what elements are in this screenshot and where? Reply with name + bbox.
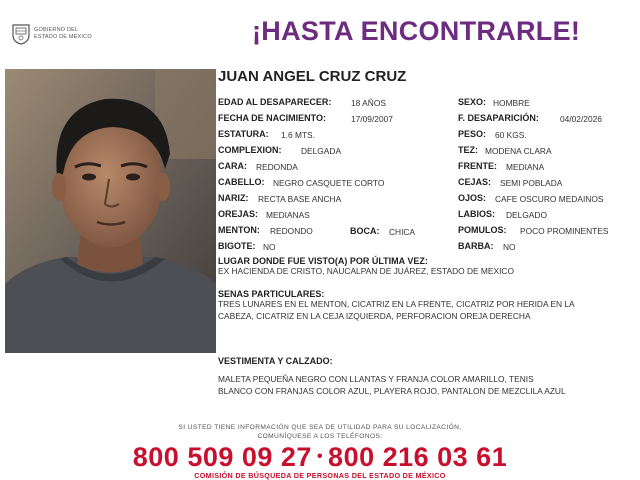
- field-value: HOMBRE: [493, 98, 530, 108]
- field-label: BIGOTE:: [218, 241, 256, 251]
- clothing-line-2: BLANCO CON FRANJAS COLOR AZUL, PLAYERA ROJO, PANTALON DE MEZCLILA AZUL: [218, 385, 566, 396]
- field-bigote: [218, 241, 276, 252]
- field-label: PESO:: [458, 129, 487, 139]
- field-cara: [218, 161, 298, 172]
- field-label: CABELLO:: [218, 177, 265, 187]
- phone-number-2[interactable]: 800 216 03 61: [328, 442, 508, 472]
- person-name: JUAN ANGEL CRUZ CRUZ: [218, 68, 407, 85]
- field-label: CARA:: [218, 161, 247, 171]
- field-label: FECHA DE NACIMIENTO:: [218, 113, 326, 123]
- field-value: SEMI POBLADA: [500, 178, 563, 188]
- field-value: NEGRO CASQUETE CORTO: [273, 178, 385, 188]
- marks-line-1: TRES LUNARES EN EL MENTON, CICATRIZ EN LA FRENTE, CICATRIZ POR HERIDA EN LA: [218, 299, 575, 309]
- clothing-text: [218, 374, 628, 397]
- field-value: 60 KGS.: [495, 130, 527, 140]
- field-orejas: [218, 209, 310, 220]
- phone-numbers: [0, 442, 640, 473]
- field-value: 04/02/2026: [560, 114, 602, 124]
- field-cejas: [458, 177, 563, 188]
- phone-number-1[interactable]: 800 509 09 27: [132, 442, 312, 472]
- state-coat-of-arms-icon: [10, 22, 32, 46]
- field-label: ESTATURA:: [218, 129, 269, 139]
- field-fecha-nacimiento: [218, 113, 393, 124]
- field-complexion: [218, 145, 342, 156]
- field-fecha-desaparicion: [458, 113, 602, 124]
- field-value: CAFE OSCURO MEDAINOS: [495, 194, 604, 204]
- field-value: CHICA: [389, 227, 416, 237]
- field-label: F. DESAPARICIÓN:: [458, 113, 539, 123]
- field-value: NO: [503, 242, 516, 252]
- clothing-line-1: MALETA PEQUEÑA NEGRO CON LLANTAS Y FRANJA COLOR AMARILLO, TENIS: [218, 374, 534, 384]
- field-label: OREJAS:: [218, 209, 259, 219]
- field-value: POCO PROMINENTES: [520, 226, 609, 236]
- field-label: FRENTE:: [458, 161, 497, 171]
- government-logo: [10, 22, 120, 46]
- field-nariz: [218, 193, 342, 204]
- field-value: MODENA CLARA: [485, 146, 552, 156]
- field-frente: [458, 161, 545, 172]
- marks-heading: SENAS PARTICULARES:: [218, 289, 325, 299]
- field-value: 17/09/2007: [351, 114, 393, 124]
- field-value: REDONDO: [270, 226, 313, 236]
- field-label: POMULOS:: [458, 225, 507, 235]
- field-label: LABIOS:: [458, 209, 495, 219]
- field-estatura: [218, 129, 315, 140]
- field-label: NARIZ:: [218, 193, 249, 203]
- field-pomulos: [458, 225, 609, 236]
- field-value: DELGADA: [301, 146, 342, 156]
- field-sexo: [458, 97, 530, 108]
- field-label: COMPLEXION:: [218, 145, 282, 155]
- field-value: 18 AÑOS: [351, 98, 386, 108]
- marks-text: [218, 299, 628, 322]
- field-cabello: [218, 177, 385, 188]
- info-note-line-1: SI USTED TIENE INFORMACIÓN QUE SEA DE UTILIDAD PARA SU LOCALIZACIÓN,: [178, 424, 462, 431]
- marks-line-2: CABEZA, CICATRIZ EN LA CEJA IZQUIERDA, PERFORACION OREJA DERECHA: [218, 310, 531, 321]
- last-seen-text: EX HACIENDA DE CRISTO, NAUCALPAN DE JUÁREZ, ESTADO DE MEXICO: [218, 266, 514, 276]
- field-label: BOCA:: [350, 226, 380, 236]
- field-labios: [458, 209, 547, 220]
- field-label: MENTON:: [218, 225, 260, 235]
- commission-name: COMISIÓN DE BÚSQUEDA DE PERSONAS DEL ESTADO DE MÉXICO: [194, 471, 446, 480]
- field-edad: [218, 97, 386, 108]
- field-value: 1.6 MTS.: [281, 130, 315, 140]
- field-barba: [458, 241, 516, 252]
- field-value: NO: [263, 242, 276, 252]
- phone-separator: •: [316, 448, 324, 465]
- info-note-line-2: COMUNÍQUESE A LOS TELÉFONOS:: [257, 432, 383, 440]
- field-value: MEDIANAS: [266, 210, 310, 220]
- field-label: EDAD AL DESAPARECER:: [218, 97, 332, 107]
- field-tez: [458, 145, 552, 156]
- field-label: OJOS:: [458, 193, 487, 203]
- missing-person-photo: [5, 69, 216, 353]
- field-peso: [458, 129, 527, 140]
- field-value: RECTA BASE ANCHA: [258, 194, 342, 204]
- field-value: DELGADO: [506, 210, 547, 220]
- field-label: SEXO:: [458, 97, 487, 107]
- headline: ¡HASTA ENCONTRARLE!: [252, 16, 581, 46]
- field-label: BARBA:: [458, 241, 494, 251]
- info-note: [0, 424, 640, 441]
- field-label: CEJAS:: [458, 177, 492, 187]
- last-seen-heading: LUGAR DONDE FUE VISTO(A) POR ÚLTIMA VEZ:: [218, 256, 428, 266]
- field-value: MEDIANA: [506, 162, 545, 172]
- field-boca: [350, 226, 416, 237]
- field-ojos: [458, 193, 604, 204]
- field-menton: [218, 225, 313, 236]
- field-label: TEZ:: [458, 145, 478, 155]
- clothing-heading: VESTIMENTA Y CALZADO:: [218, 356, 333, 366]
- gov-line-2: ESTADO DE MÉXICO: [34, 33, 92, 40]
- gov-line-1: GOBIERNO DEL: [34, 27, 79, 33]
- field-value: REDONDA: [256, 162, 298, 172]
